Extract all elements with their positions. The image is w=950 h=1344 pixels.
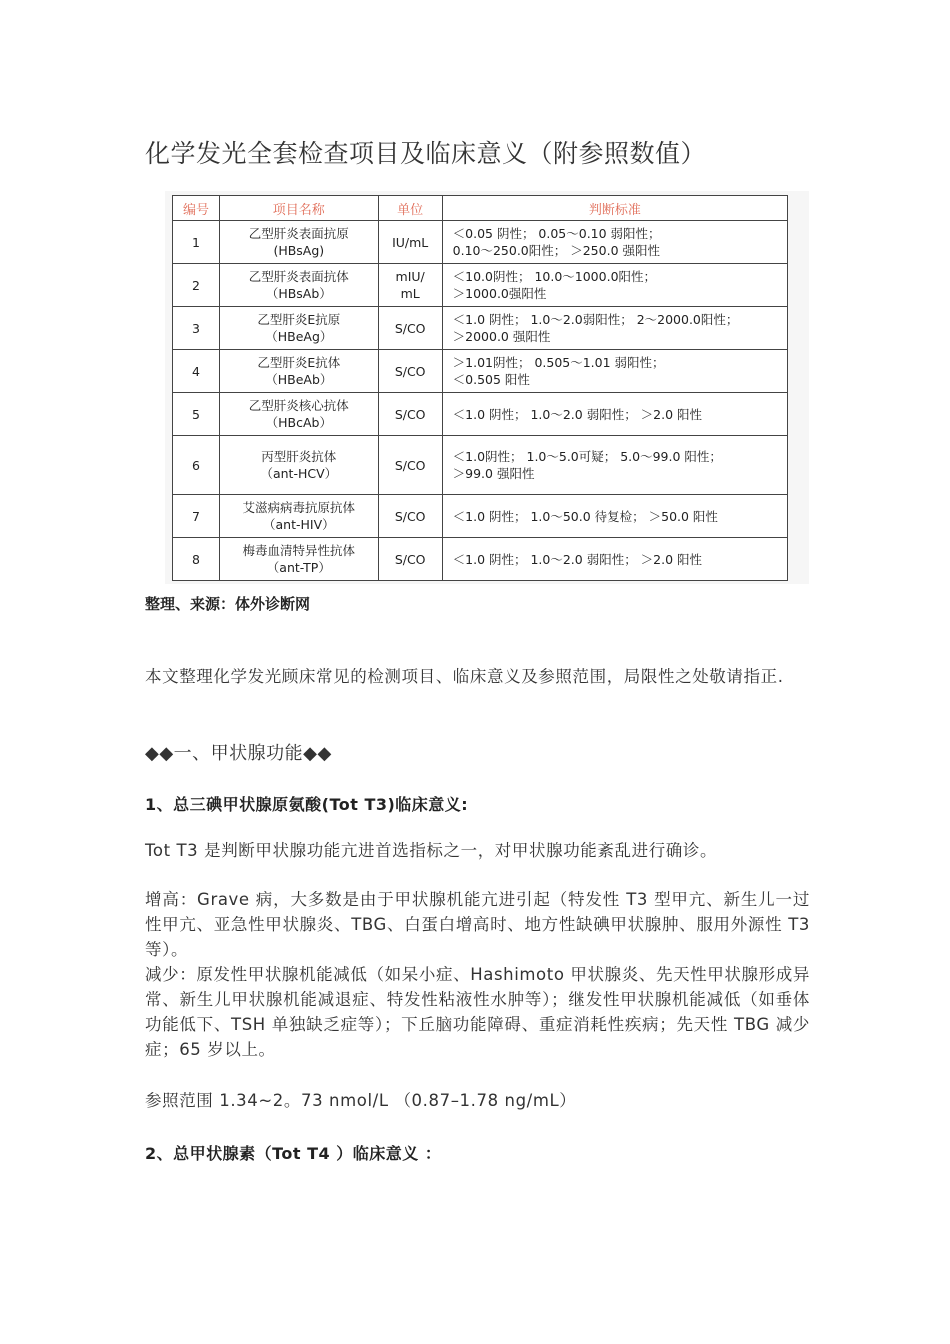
- cell-criteria: [442, 538, 787, 581]
- table-header-row: [173, 196, 788, 221]
- item1-paragraph-3: 减少：原发性甲状腺机能减低（如呆小症、Hashimoto 甲状腺炎、先天性甲状腺形成异常、新生儿甲状腺机能减退症、特发性粘液性水肿等）；继发性甲状腺机能减低（如垂体功能低下、TSH 单独缺乏症等）；下丘脑功能障碍、重症消耗性疾病；先天性 TBG 减少症；65 岁以上。: [145, 965, 810, 1059]
- document-title: 化学发光全套检查项目及临床意义（附参照数值）: [145, 139, 707, 168]
- cell-name-line2: （ant-HCV）: [260, 466, 338, 481]
- item1-paragraph-1: Tot T3 是判断甲状腺功能亢进首选指标之一，对甲状腺功能紊乱进行确诊。: [145, 841, 718, 860]
- cell-name: [219, 350, 378, 393]
- cell-criteria-line2: ＜0.505 阳性: [452, 372, 530, 387]
- item1-heading: 1、总三碘甲状腺原氨酸(Tot T3)临床意义:: [145, 795, 469, 814]
- cell-name-line2: （HBcAb）: [265, 415, 332, 430]
- cell-name: [219, 393, 378, 436]
- cell-criteria-line1: ＞1.01阴性； 0.505～1.01 弱阳性；: [452, 355, 665, 370]
- item1-reference-range: 参照范围 1.34~2。73 nmol/L （0.87–1.78 ng/mL）: [145, 1091, 577, 1110]
- cell-no: 4: [173, 350, 220, 393]
- table-row: [173, 264, 788, 307]
- cell-no: 5: [173, 393, 220, 436]
- cell-name-line1: 乙型肝炎E抗原: [257, 312, 341, 327]
- cell-name-line2: (HBsAg): [273, 243, 325, 258]
- cell-name-line2: （HBsAb）: [265, 286, 332, 301]
- cell-criteria-line2: ＞1000.0强阳性: [452, 286, 547, 301]
- cell-criteria: [442, 350, 787, 393]
- cell-name-line2: （HBeAb）: [265, 372, 333, 387]
- cell-criteria: [442, 495, 787, 538]
- cell-criteria-line2: 0.10～250.0阳性； ＞250.0 强阳性: [452, 243, 660, 258]
- cell-unit: IU/mL: [378, 221, 442, 264]
- cell-criteria-line1: ＜1.0 阴性； 1.0～2.0 弱阳性； ＞2.0 阳性: [452, 406, 703, 422]
- reference-table-image: [165, 191, 809, 584]
- cell-criteria: [442, 221, 787, 264]
- cell-criteria-line2: ＞2000.0 强阳性: [452, 329, 551, 344]
- cell-criteria-line2: ＞99.0 强阳性: [452, 466, 535, 481]
- header-criteria: 判断标准: [442, 196, 787, 221]
- table-row: [173, 495, 788, 538]
- cell-criteria: [442, 307, 787, 350]
- cell-name: [219, 538, 378, 581]
- table-row: [173, 538, 788, 581]
- cell-name-line2: （ant-HIV）: [262, 517, 335, 532]
- cell-criteria: [442, 436, 787, 495]
- table-row: [173, 221, 788, 264]
- cell-name: [219, 264, 378, 307]
- cell-criteria-line1: ＜1.0 阴性； 1.0～2.0弱阳性； 2～2000.0阳性；: [452, 312, 739, 327]
- cell-no: 7: [173, 495, 220, 538]
- cell-unit: S/CO: [378, 393, 442, 436]
- intro-paragraph: 本文整理化学发光顾床常见的检测项目、临床意义及参照范围，局限性之处敬请指正.: [145, 667, 784, 686]
- header-no: 编号: [173, 196, 220, 221]
- table-row: [173, 393, 788, 436]
- table-row: [173, 307, 788, 350]
- cell-name: [219, 221, 378, 264]
- cell-criteria: [442, 264, 787, 307]
- cell-name-line1: 艾滋病病毒抗原抗体: [242, 500, 356, 515]
- source-note: 整理、来源：体外诊断网: [145, 595, 311, 613]
- header-name: 项目名称: [219, 196, 378, 221]
- cell-name-line2: （HBeAg）: [265, 329, 333, 344]
- cell-criteria-line1: ＜1.0 阴性； 1.0～50.0 待复检； ＞50.0 阳性: [452, 508, 718, 524]
- header-unit: 单位: [378, 196, 442, 221]
- cell-no: 6: [173, 436, 220, 495]
- item2-heading: 2、总甲状腺素（Tot T4 ）临床意义 ：: [145, 1144, 442, 1163]
- table-row: [173, 436, 788, 495]
- cell-name-line1: 乙型肝炎表面抗体: [248, 269, 349, 284]
- cell-criteria-line1: ＜1.0阴性； 1.0～5.0可疑； 5.0～99.0 阳性；: [452, 449, 722, 464]
- cell-criteria: [442, 393, 787, 436]
- cell-unit: mIU/ mL: [378, 264, 442, 307]
- cell-criteria-line1: ＜0.05 阴性； 0.05～0.10 弱阳性；: [452, 226, 661, 241]
- cell-name: [219, 495, 378, 538]
- cell-no: 2: [173, 264, 220, 307]
- cell-name: [219, 307, 378, 350]
- cell-name-line1: 乙型肝炎核心抗体: [248, 398, 349, 413]
- cell-name-line1: 丙型肝炎抗体: [261, 449, 337, 464]
- section-heading-thyroid: ◆◆一、甲状腺功能◆◆: [145, 743, 332, 764]
- cell-no: 1: [173, 221, 220, 264]
- cell-unit: S/CO: [378, 538, 442, 581]
- cell-no: 3: [173, 307, 220, 350]
- cell-unit: S/CO: [378, 436, 442, 495]
- cell-name-line2: （ant-TP）: [266, 560, 331, 575]
- cell-criteria-line1: ＜10.0阴性； 10.0～1000.0阳性；: [452, 269, 657, 284]
- cell-criteria-line1: ＜1.0 阴性； 1.0～2.0 弱阳性； ＞2.0 阳性: [452, 551, 703, 567]
- item1-paragraph-2: 增高：Grave 病，大多数是由于甲状腺机能亢进引起（特发性 T3 型甲亢、新生儿一过性甲亢、亚急性甲状腺炎、TBG、白蛋白增高时、地方性缺碘甲状腺肿、服用外源性 T3 等）。: [145, 890, 810, 959]
- cell-name: [219, 436, 378, 495]
- cell-name-line1: 梅毒血清特异性抗体: [242, 543, 356, 558]
- cell-unit: S/CO: [378, 495, 442, 538]
- cell-no: 8: [173, 538, 220, 581]
- cell-unit: S/CO: [378, 307, 442, 350]
- reference-table: [172, 195, 788, 581]
- cell-name-line1: 乙型肝炎表面抗原: [248, 226, 349, 241]
- cell-name-line1: 乙型肝炎E抗体: [257, 355, 341, 370]
- table-row: [173, 350, 788, 393]
- cell-unit: S/CO: [378, 350, 442, 393]
